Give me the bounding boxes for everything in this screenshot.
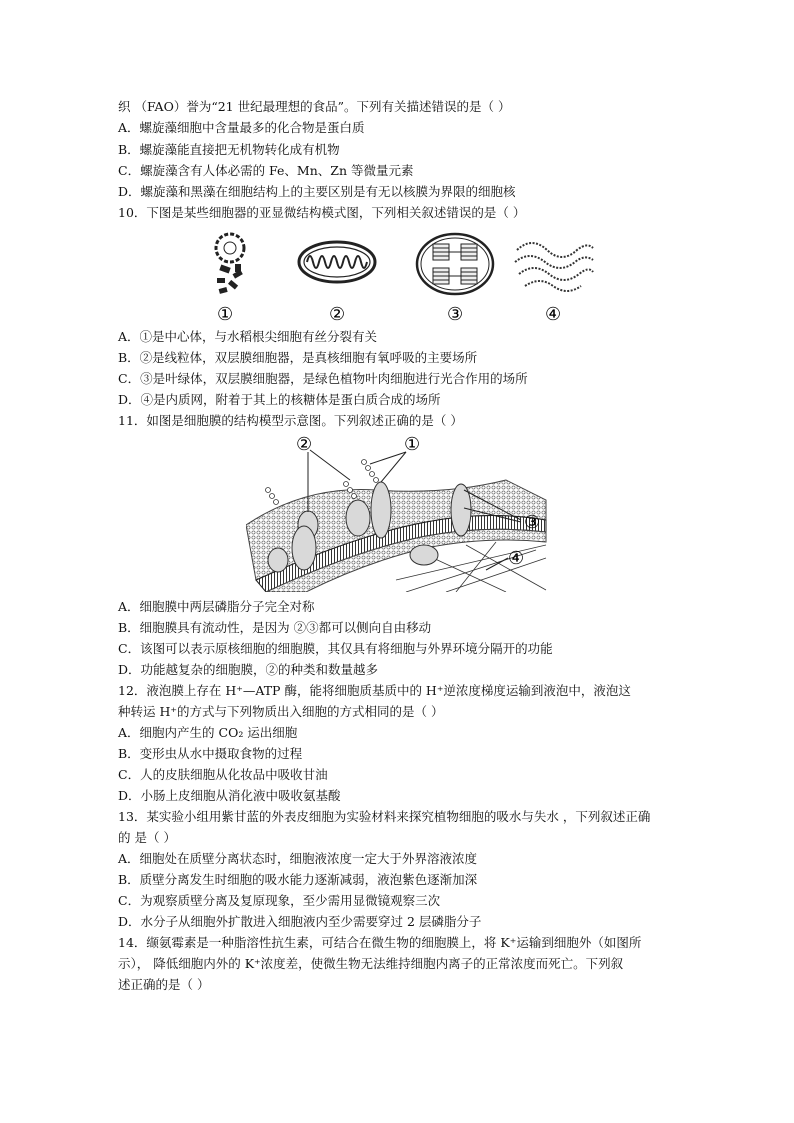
figure-label-1: ① <box>217 304 234 324</box>
membrane-label-3: ③ <box>524 512 541 533</box>
q13-stem-line1: 13．某实验小组用紫甘蓝的外表皮细胞为实验材料来探究植物细胞的吸水与失水 ，下列叙述正确 <box>118 809 651 824</box>
q13-option-c: C．为观察质壁分离及复原现象，至少需用显微镜观察三次 <box>118 893 441 908</box>
mitochondrion-drawing <box>299 242 375 282</box>
endoplasmic-reticulum-drawing <box>515 243 593 291</box>
q11-option-c: C．该图可以表示原核细胞的细胞膜，其仅具有将细胞与外界环境分隔开的功能 <box>118 641 553 656</box>
centriole-drawing <box>216 234 244 294</box>
figure-label-3: ③ <box>447 304 464 324</box>
q13-stem-line2: 的 是（ ） <box>118 830 176 845</box>
q10-option-c: C．③是叶绿体，双层膜细胞器，是绿色植物叶肉细胞进行光合作用的场所 <box>118 371 528 386</box>
q9-option-d: D．螺旋藻和黑藻在细胞结构上的主要区别是有无以核膜为界限的细胞核 <box>118 184 516 199</box>
q13-option-b: B．质壁分离发生时细胞的吸水能力逐渐减弱，液泡紫色逐渐加深 <box>118 872 478 887</box>
q11-option-d: D．功能越复杂的细胞膜，②的种类和数量越多 <box>118 662 379 677</box>
figure-label-4: ④ <box>545 304 562 324</box>
q11-option-a: A．细胞膜中两层磷脂分子完全对称 <box>118 599 315 614</box>
q11-option-b: B．细胞膜具有流动性，是因为 ②③都可以侧向自由移动 <box>118 620 432 635</box>
chloroplast-drawing <box>417 234 493 294</box>
q10-stem: 10．下图是某些细胞器的亚显微结构模式图，下列相关叙述错误的是（ ） <box>118 205 526 220</box>
q14-stem-line3: 述正确的是（ ） <box>118 977 210 992</box>
q12-option-c: C．人的皮肤细胞从化妆品中吸收甘油 <box>118 767 328 782</box>
q9-option-c: C．螺旋藻含有人体必需的 Fe、Mn、Zn 等微量元素 <box>118 163 414 178</box>
organelle-figure <box>205 222 605 324</box>
q13-option-a: A．细胞处在质壁分离状态时，细胞液浓度一定大于外界溶液浓度 <box>118 851 478 866</box>
q12-option-b: B．变形虫从水中摄取食物的过程 <box>118 746 303 761</box>
q12-option-d: D．小肠上皮细胞从消化液中吸收氨基酸 <box>118 788 341 803</box>
q10-option-d: D．④是内质网，附着于其上的核糖体是蛋白质合成的场所 <box>118 392 441 407</box>
q10-option-b: B．②是线粒体，双层膜细胞器，是真核细胞有氧呼吸的主要场所 <box>118 350 478 365</box>
membrane-label-4: ④ <box>508 548 525 569</box>
q14-stem-line2: 示）， 降低细胞内外的 K⁺浓度差，使微生物无法维持细胞内离子的正常浓度而死亡。下列叙 <box>118 956 624 971</box>
membrane-label-1: ① <box>404 434 421 455</box>
q14-stem-line1: 14．缬氨霉素是一种脂溶性抗生素，可结合在微生物的细胞膜上，将 K⁺运输到细胞外（如图所 <box>118 935 642 950</box>
q9-option-b: B．螺旋藻能直接把无机物转化成有机物 <box>118 142 340 157</box>
q9-stem-tail: 织 （FAO）誉为“21 世纪最理想的食品”。下列有关描述错误的是（ ） <box>118 99 511 114</box>
q13-option-d: D．水分子从细胞外扩散进入细胞液内至少需要穿过 2 层磷脂分子 <box>118 914 482 929</box>
q11-stem: 11．如图是细胞膜的结构模型示意图。下列叙述正确的是（ ） <box>118 413 463 428</box>
q10-option-a: A．①是中心体，与水稻根尖细胞有丝分裂有关 <box>118 329 378 344</box>
q12-option-a: A．细胞内产生的 CO₂ 运出细胞 <box>118 725 298 740</box>
q12-stem-line1: 12．液泡膜上存在 H⁺—ATP 酶，能将细胞质基质中的 H⁺逆浓度梯度运输到液泡中，液泡这 <box>118 683 631 698</box>
membrane-label-2: ② <box>296 434 313 455</box>
q12-stem-line2: 种转运 H⁺的方式与下列物质出入细胞的方式相同的是（ ） <box>118 704 444 719</box>
q9-option-a: A．螺旋藻细胞中含量最多的化合物是蛋白质 <box>118 120 365 135</box>
figure-label-2: ② <box>329 304 346 324</box>
membrane-model-figure <box>246 430 556 592</box>
